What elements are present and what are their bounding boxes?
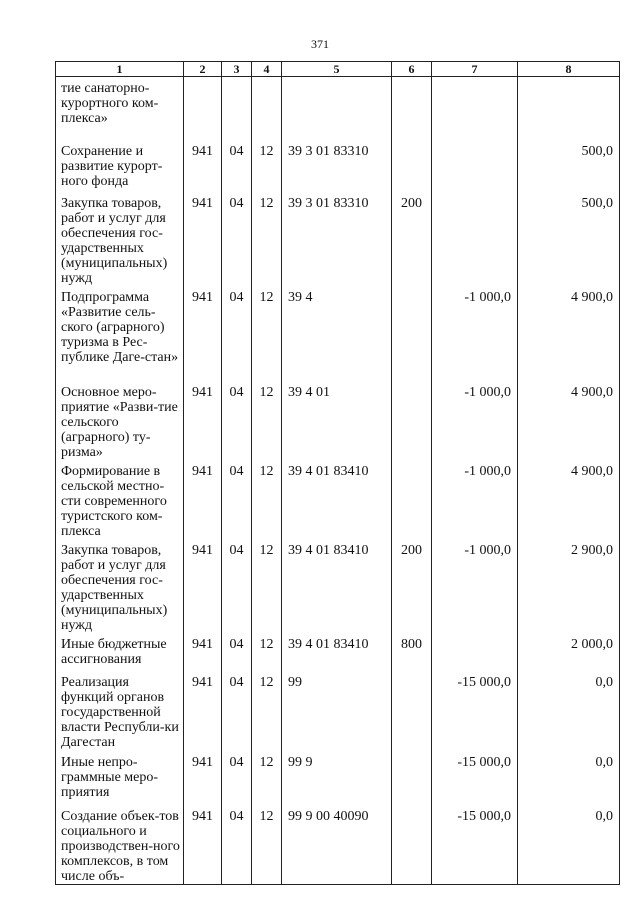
- cell-col2: 941: [184, 671, 222, 751]
- cell-col3: 04: [222, 751, 252, 805]
- cell-col4: 12: [252, 539, 282, 633]
- cell-col5: 99 9: [282, 751, 392, 805]
- cell-col3: 04: [222, 140, 252, 192]
- table-row: [56, 671, 620, 751]
- cell-col6: [392, 805, 432, 885]
- row-name: Создание объек-тов социального и производствен-ного комплексов, в том числе объ-: [56, 805, 184, 885]
- cell-col8: 4 900,0: [518, 460, 620, 539]
- col-header-8: 8: [518, 62, 620, 77]
- cell-col7: -15 000,0: [432, 751, 518, 805]
- cell-col6: [392, 286, 432, 381]
- table-row: [56, 140, 620, 192]
- header-row: [56, 62, 620, 77]
- cell-col6: [392, 460, 432, 539]
- cell-col2: 941: [184, 751, 222, 805]
- cell-col4: 12: [252, 286, 282, 381]
- cell-col5: 39 4: [282, 286, 392, 381]
- cell-col7: [432, 633, 518, 671]
- cell-col5: [282, 77, 392, 140]
- cell-col2: 941: [184, 805, 222, 885]
- row-name: Реализация функций органов государственной власти Республи-ки Дагестан: [56, 671, 184, 751]
- col-header-3: 3: [222, 62, 252, 77]
- cell-col5: 99 9 00 40090: [282, 805, 392, 885]
- cell-col3: 04: [222, 460, 252, 539]
- cell-col8: 2 900,0: [518, 539, 620, 633]
- row-name: Подпрограмма «Развитие сель-ского (аграрного) туризма в Рес-публике Даге-стан»: [56, 286, 184, 381]
- cell-col7: -1 000,0: [432, 286, 518, 381]
- cell-col6: 200: [392, 192, 432, 286]
- table-row: [56, 286, 620, 381]
- cell-col4: 12: [252, 671, 282, 751]
- cell-col4: 12: [252, 460, 282, 539]
- row-name: Сохранение и развитие курорт-ного фонда: [56, 140, 184, 192]
- cell-col7: [432, 192, 518, 286]
- row-name: тие санаторно-курортного ком-плекса»: [56, 77, 184, 140]
- cell-col2: 941: [184, 381, 222, 460]
- cell-col3: 04: [222, 192, 252, 286]
- cell-col4: 12: [252, 192, 282, 286]
- cell-col2: [184, 77, 222, 140]
- cell-col2: 941: [184, 460, 222, 539]
- cell-col8: 0,0: [518, 671, 620, 751]
- cell-col4: 12: [252, 751, 282, 805]
- cell-col2: 941: [184, 140, 222, 192]
- cell-col8: 4 900,0: [518, 381, 620, 460]
- col-header-4: 4: [252, 62, 282, 77]
- cell-col6: [392, 140, 432, 192]
- table-row: [56, 751, 620, 805]
- cell-col2: 941: [184, 539, 222, 633]
- cell-col2: 941: [184, 286, 222, 381]
- cell-col3: 04: [222, 539, 252, 633]
- budget-table: [55, 61, 620, 885]
- cell-col3: 04: [222, 671, 252, 751]
- cell-col6: [392, 381, 432, 460]
- cell-col6: [392, 751, 432, 805]
- table-row: [56, 381, 620, 460]
- cell-col7: -15 000,0: [432, 671, 518, 751]
- cell-col5: 39 3 01 83310: [282, 140, 392, 192]
- cell-col6: [392, 77, 432, 140]
- cell-col4: 12: [252, 140, 282, 192]
- cell-col7: -1 000,0: [432, 460, 518, 539]
- cell-col3: 04: [222, 633, 252, 671]
- table-row: [56, 633, 620, 671]
- cell-col8: 0,0: [518, 805, 620, 885]
- cell-col7: -15 000,0: [432, 805, 518, 885]
- cell-col5: 39 4 01 83410: [282, 460, 392, 539]
- row-name: Формирование в сельской местно-сти современного туристского ком-плекса: [56, 460, 184, 539]
- table-row: [56, 192, 620, 286]
- table-row: [56, 805, 620, 885]
- cell-col4: 12: [252, 805, 282, 885]
- cell-col8: [518, 77, 620, 140]
- cell-col7: [432, 140, 518, 192]
- col-header-1: 1: [56, 62, 184, 77]
- cell-col8: 2 000,0: [518, 633, 620, 671]
- cell-col5: 39 4 01: [282, 381, 392, 460]
- row-name: Закупка товаров, работ и услуг для обеспечения гос-ударственных (муниципальных) нужд: [56, 192, 184, 286]
- cell-col8: 500,0: [518, 192, 620, 286]
- cell-col7: -1 000,0: [432, 539, 518, 633]
- cell-col5: 39 4 01 83410: [282, 633, 392, 671]
- page-number: 371: [311, 37, 329, 51]
- col-header-5: 5: [282, 62, 392, 77]
- row-name: Основное меро-приятие «Разви-тие сельского (аграрного) ту-ризма»: [56, 381, 184, 460]
- table-row: [56, 460, 620, 539]
- cell-col4: 12: [252, 381, 282, 460]
- col-header-7: 7: [432, 62, 518, 77]
- row-name: Иные непро-граммные меро-приятия: [56, 751, 184, 805]
- cell-col7: -1 000,0: [432, 381, 518, 460]
- cell-col3: 04: [222, 805, 252, 885]
- cell-col6: [392, 671, 432, 751]
- table-row: [56, 539, 620, 633]
- col-header-6: 6: [392, 62, 432, 77]
- row-name: Закупка товаров, работ и услуг для обеспечения гос-ударственных (муниципальных) нужд: [56, 539, 184, 633]
- cell-col7: [432, 77, 518, 140]
- cell-col2: 941: [184, 633, 222, 671]
- cell-col8: 0,0: [518, 751, 620, 805]
- table-row: [56, 77, 620, 140]
- cell-col8: 500,0: [518, 140, 620, 192]
- row-name: Иные бюджетные ассигнования: [56, 633, 184, 671]
- cell-col4: 12: [252, 633, 282, 671]
- cell-col6: 200: [392, 539, 432, 633]
- cell-col3: [222, 77, 252, 140]
- cell-col5: 39 4 01 83410: [282, 539, 392, 633]
- col-header-2: 2: [184, 62, 222, 77]
- cell-col6: 800: [392, 633, 432, 671]
- cell-col5: 99: [282, 671, 392, 751]
- cell-col3: 04: [222, 381, 252, 460]
- cell-col3: 04: [222, 286, 252, 381]
- cell-col2: 941: [184, 192, 222, 286]
- cell-col5: 39 3 01 83310: [282, 192, 392, 286]
- cell-col4: [252, 77, 282, 140]
- cell-col8: 4 900,0: [518, 286, 620, 381]
